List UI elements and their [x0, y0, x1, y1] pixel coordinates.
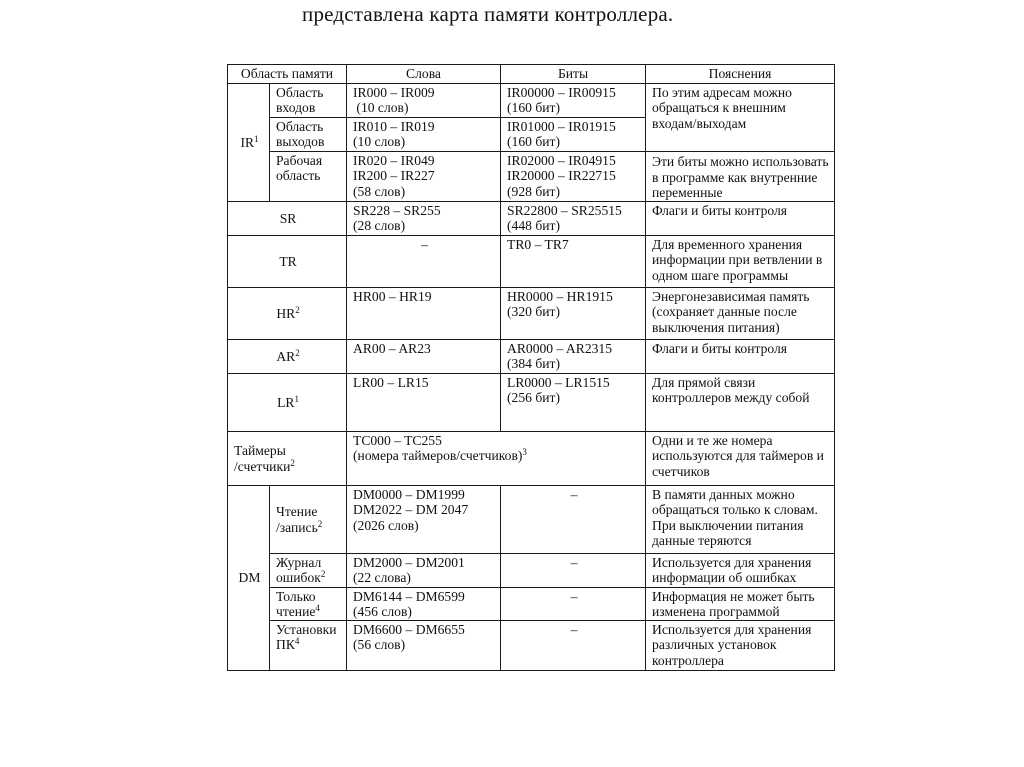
ir-label: $IR^1$ [228, 83, 270, 201]
dm-rw-name: Чтение /запись$^2$ [270, 485, 347, 553]
timers-label: Таймеры /счетчики$^2$ [228, 431, 347, 485]
dm-errlog-words: DM2000 – DM2001 (22 слова) [347, 553, 501, 587]
table-header-row [228, 65, 835, 84]
tr-bits: TR0 – TR7 [501, 235, 646, 287]
dm-rw-words: DM0000 – DM1999 DM2022 – DM 2047 (2026 слов) [347, 485, 501, 553]
sr-words: SR228 – SR255 (28 слов) [347, 201, 501, 235]
table-row [228, 235, 835, 287]
header-bits: Биты [501, 65, 646, 84]
dm-label: DM [228, 485, 270, 670]
sr-label: SR [228, 201, 347, 235]
dm-errlog-bits: – [501, 553, 646, 587]
dm-rw-bits: – [501, 485, 646, 553]
sr-note: Флаги и биты контроля [646, 201, 835, 235]
table-row [228, 287, 835, 339]
table-row [228, 587, 835, 620]
tr-note: Для временного хранения информации при ветвлении в одном шаге программы [646, 235, 835, 287]
table-row [228, 431, 835, 485]
dm-pc-words: DM6600 – DM6655 (56 слов) [347, 620, 501, 670]
dm-ro-words: DM6144 – DM6599 (456 слов) [347, 587, 501, 620]
dm-errlog-name: Журнал ошибок$^2$ [270, 553, 347, 587]
sr-bits: SR22800 – SR25515 (448 бит) [501, 201, 646, 235]
dm-pc-name: Установки $ПК^4$ [270, 620, 347, 670]
page-title: представлена карта памяти контроллера. [302, 2, 674, 26]
dm-pc-note: Используется для хранения различных установок контроллера [646, 620, 835, 670]
tr-words: – [347, 235, 501, 287]
dm-ro-note: Информация не может быть изменена программой [646, 587, 835, 620]
header-words: Слова [347, 65, 501, 84]
dm-ro-name: Только чтение$^4$ [270, 587, 347, 620]
lr-note: Для прямой связи контроллеров между собой [646, 373, 835, 431]
memory-map-table [227, 64, 835, 671]
ir-work-note: Эти биты можно использовать в программе как внутренние переменные [646, 151, 835, 201]
table-row [228, 83, 835, 117]
header-notes: Пояснения [646, 65, 835, 84]
ir-inputs-bits: IR00000 – IR00915 (160 бит) [501, 83, 646, 117]
ar-note: Флаги и биты контроля [646, 339, 835, 373]
timers-note: Одни и те же номера используются для таймеров и счетчиков [646, 431, 835, 485]
table-row [228, 151, 835, 201]
table-row [228, 485, 835, 553]
lr-words: LR00 – LR15 [347, 373, 501, 431]
ar-bits: AR0000 – AR2315 (384 бит) [501, 339, 646, 373]
dm-ro-bits: – [501, 587, 646, 620]
ir-outputs-bits: IR01000 – IR01915 (160 бит) [501, 117, 646, 151]
table-row [228, 201, 835, 235]
table-row [228, 620, 835, 670]
header-area: Область памяти [228, 65, 347, 84]
lr-label: $LR^1$ [228, 373, 347, 431]
dm-pc-bits: – [501, 620, 646, 670]
ir-inputs-name: Область входов [270, 83, 347, 117]
ir-work-words: IR020 – IR049 IR200 – IR227 (58 слов) [347, 151, 501, 201]
table-row [228, 373, 835, 431]
ir-work-bits: IR02000 – IR04915 IR20000 – IR22715 (928 бит) [501, 151, 646, 201]
hr-note: Энергонезависимая память (сохраняет данные после выключения питания) [646, 287, 835, 339]
ir-outputs-name: Область выходов [270, 117, 347, 151]
hr-bits: HR0000 – HR1915 (320 бит) [501, 287, 646, 339]
ir-inputs-words: IR000 – IR009 (10 слов) [347, 83, 501, 117]
tr-label: TR [228, 235, 347, 287]
timers-words: TC000 – TC255 (номера таймеров/счетчиков)$^3$ [347, 431, 646, 485]
ir-outputs-words: IR010 – IR019 (10 слов) [347, 117, 501, 151]
dm-errlog-note: Используется для хранения информации об ошибках [646, 553, 835, 587]
table-row [228, 553, 835, 587]
lr-bits: LR0000 – LR1515 (256 бит) [501, 373, 646, 431]
dm-rw-note: В памяти данных можно обращаться только к словам. При выключении питания данные теряются [646, 485, 835, 553]
hr-label: $HR^2$ [228, 287, 347, 339]
ir-work-name: Рабочая область [270, 151, 347, 201]
ar-label: $AR^2$ [228, 339, 347, 373]
table-row [228, 339, 835, 373]
ir-io-note: По этим адресам можно обращаться к внешним входам/выходам [646, 83, 835, 151]
hr-words: HR00 – HR19 [347, 287, 501, 339]
ar-words: AR00 – AR23 [347, 339, 501, 373]
